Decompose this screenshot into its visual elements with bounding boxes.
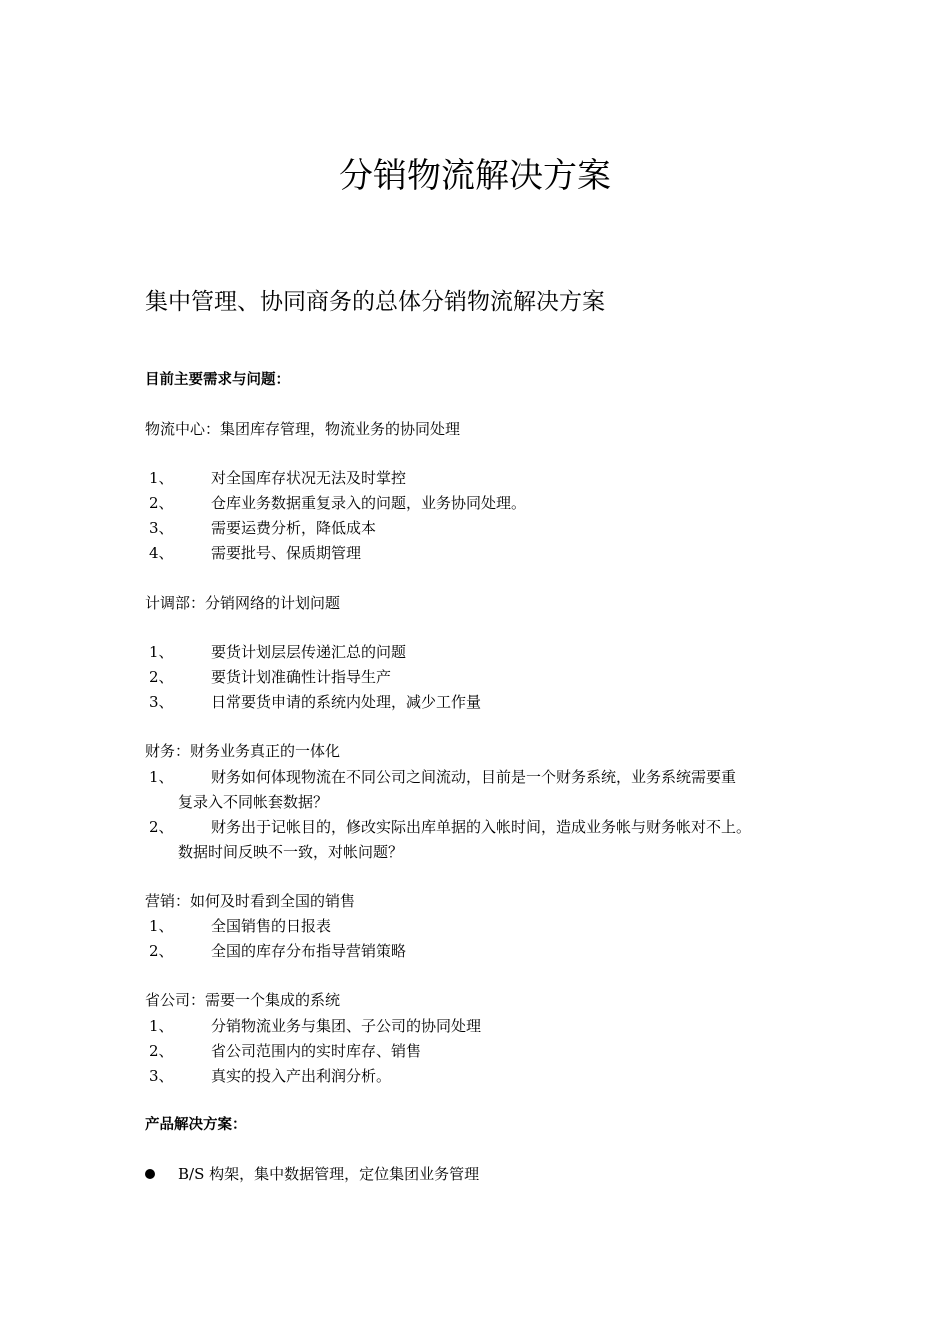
list-item: 4、 需要批号、保质期管理: [149, 544, 362, 562]
list-item: 3、 日常要货申请的系统内处理，减少工作量: [149, 693, 482, 711]
list-item: 2、 仓库业务数据重复录入的问题，业务协同处理。: [149, 494, 527, 512]
list-item: 1、 全国销售的日报表: [149, 917, 332, 935]
section-header-finance: 财务：财务业务真正的一体化: [145, 742, 341, 760]
bullet-dot-icon: [145, 1169, 155, 1179]
list-item: 1、 对全国库存状况无法及时掌控: [149, 469, 407, 487]
list-item: 2、 省公司范围内的实时库存、销售: [149, 1042, 422, 1060]
list-item: 1、 分销物流业务与集团、子公司的协同处理: [149, 1017, 482, 1035]
list-item: 2、 财务出于记帐目的，修改实际出库单据的入帐时间，造成业务帐与财务帐对不上。 数据时间反映不一致，对帐问题？: [149, 818, 752, 861]
list-item: 2、 要货计划准确性计指导生产: [149, 668, 392, 686]
section-header-logistics: 物流中心：集团库存管理，物流业务的协同处理: [145, 420, 461, 438]
needs-label: 目前主要需求与问题：: [145, 372, 290, 388]
list-item: 3、 真实的投入产出利润分析。: [149, 1067, 392, 1085]
doc-title: 分销物流解决方案: [339, 156, 611, 196]
list-item: 1、 要货计划层层传递汇总的问题: [149, 643, 407, 661]
section-header-marketing: 营销：如何及时看到全国的销售: [145, 892, 356, 910]
solution-label: 产品解决方案：: [145, 1117, 247, 1133]
document-page: 分销物流解决方案 集中管理、协同商务的总体分销物流解决方案 目前主要需求与问题： 物流中心：集团库存管理，物流业务的协同处理 1、 对全国库存状况无法及时掌控 2、 仓库业务数据重复录入的问题，业务协同处理。 3、 需要运费分析，降低成本 4、 需要批号、保质期管理 计调部：分销网络的计划问题 1、 要货计划层层传递汇总的问题 2、 要货计划准确性计指导生产 3、 日常要货申请的系统内处理，减少工作量 财务：财务业务真正的一体化 1、 财务如何体现物流在不同公司之间流动，目前是一个财务系统，业务系统需要重 复录入不同帐套数据？ 2、 财务出于记帐目的，修改实际出库单据的入帐时间，造成业务帐与财务帐对不上。 数据时间反映不一致，对帐问题？ 营销：如何及时看到全国的销售 1、 全国销售的日报表 2、 全国的库存分布指导营销策略 省公司：需要一个集成的系统 1、 分销物流业务与集团、子公司的协同处理 2、 省公司范围内的实时库存、销售 3、 真实的投入产出利润分析。 产品解决方案： B/S 构架，集中数据管理，定位集团业务管理: [0, 0, 950, 1344]
section-header-province: 省公司：需要一个集成的系统: [145, 991, 341, 1009]
section-header-planning: 计调部：分销网络的计划问题: [145, 594, 341, 612]
list-item: 2、 全国的库存分布指导营销策略: [149, 942, 407, 960]
list-item: 3、 需要运费分析，降低成本: [149, 519, 377, 537]
list-item: 1、 财务如何体现物流在不同公司之间流动，目前是一个财务系统，业务系统需要重 复录入不同帐套数据？: [149, 768, 737, 811]
doc-heading: 集中管理、协同商务的总体分销物流解决方案: [145, 289, 605, 315]
